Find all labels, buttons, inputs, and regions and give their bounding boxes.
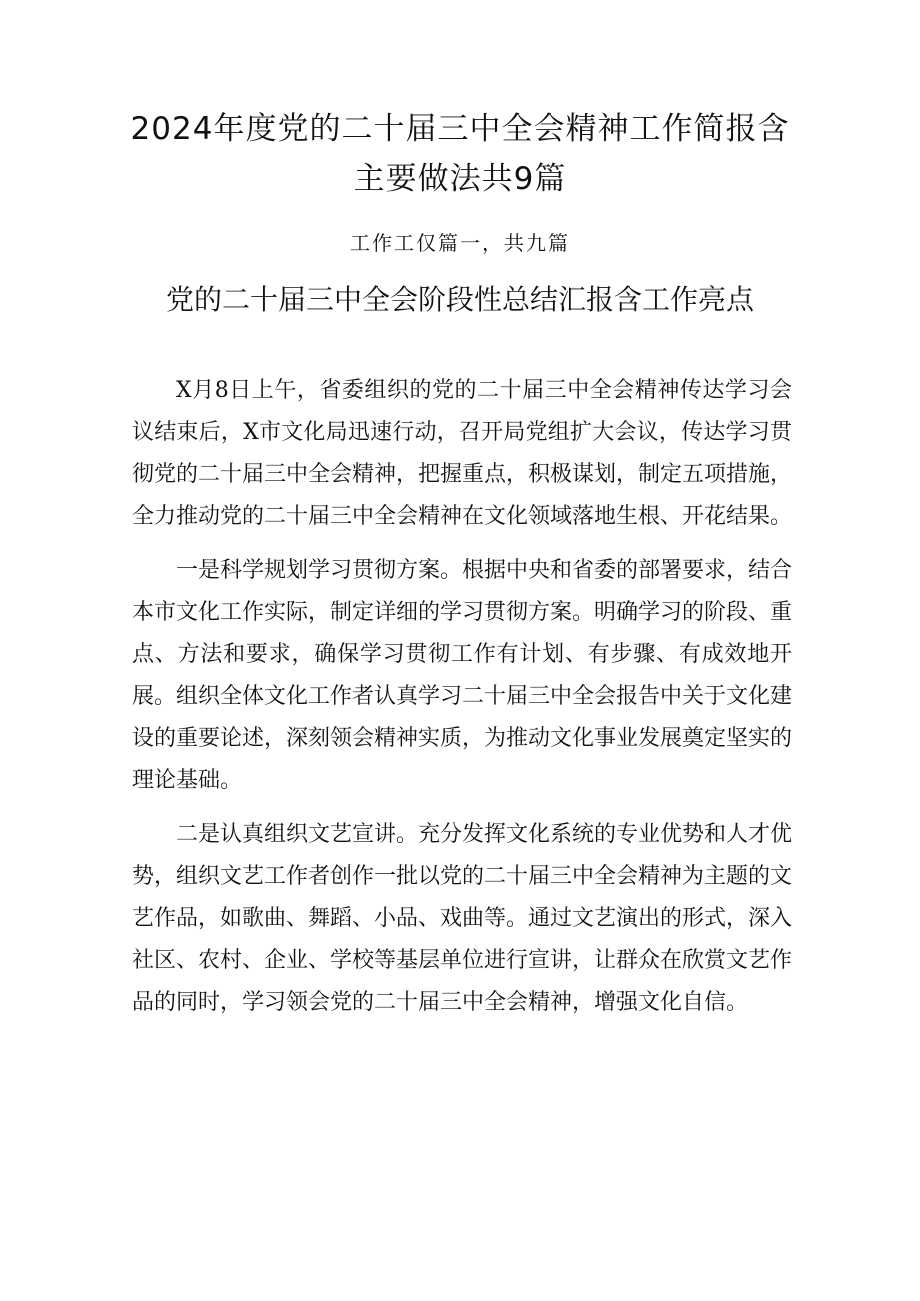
document-subtitle: 工作工仅篇一，共九篇 xyxy=(350,231,570,255)
body-paragraph: 一是科学规划学习贯彻方案。根据中央和省委的部署要求，结合本市文化工作实际，制定详细的学习贯彻方案。明确学习的阶段、重点、方法和要求，确保学习贯彻工作有计划、有步骤、有成效地开展。组织全体文化工作者认真学习二十届三中全会报告中关于文化建设的重要论述，深刻领会精神实质，为推动文化事业发展奠定坚实的理论基础。 xyxy=(132,558,793,793)
body-paragraph: X月8日上午，省委组织的党的二十届三中全会精神传达学习会议结束后，X市文化局迅速行动，召开局党组扩大会议，传达学习贯彻党的二十届三中全会精神，把握重点，积极谋划，制定五项措施，全力推动党的二十届三中全会精神在文化领域落地生根、开花结果。 xyxy=(132,378,793,529)
document-title: 2024年度党的二十届三中全会精神工作简报含主要做法共9篇 xyxy=(130,111,790,197)
section-heading: 党的二十届三中全会阶段性总结汇报含工作亮点 xyxy=(165,283,754,316)
document-body xyxy=(132,370,792,1036)
body-paragraph: 二是认真组织文艺宣讲。充分发挥文化系统的专业优势和人才优势，组织文艺工作者创作一批以党的二十届三中全会精神为主题的文艺作品，如歌曲、舞蹈、小品、戏曲等。通过文艺演出的形式，深入社区、农村、企业、学校等基层单位进行宣讲，让群众在欣赏文艺作品的同时，学习领会党的二十届三中全会精神，增强文化自信。 xyxy=(132,822,793,1015)
